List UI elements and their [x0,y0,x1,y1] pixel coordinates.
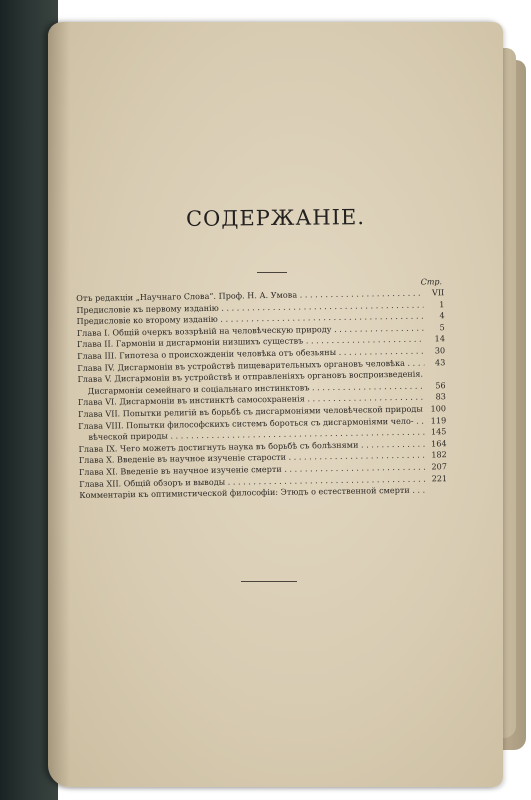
toc-entry-page: 164 [431,437,447,449]
toc-entry-page: 221 [431,472,448,483]
toc-entry-page: 43 [434,356,446,367]
toc-entry-text: Глава V. Дисгармоніи въ устройствѣ и отправленіяхъ органовъ воспроизведенія. . . . [77,369,424,386]
toc-entry-text: Глава II. Гармоніи и дисгармоніи низшихъ существъ . . . [77,334,424,351]
toc-entry-text: Глава VI. Дисгармоніи въ инстинктѣ самосохраненія . . . [78,392,425,409]
toc-entry-page: 100 [430,403,447,414]
toc-entry-text: Отъ редакціи „Научнаго Слова“. Проф. Н. А. Умова . . . [76,288,423,305]
toc-entry-text: Комментаріи къ оптимистической философіи: Этюдъ о естественной смерти . . . [79,485,426,502]
page-gutter-shadow [48,22,70,787]
toc-entry-text: Глава IX. Чего можетъ достигнуть наука въ борьбѣ съ болѣзнями . . . [79,438,426,455]
toc-entry-page: 145 [430,426,447,437]
toc-entry-page: 14 [434,333,446,344]
toc-entry-page: VII [431,287,445,298]
closing-divider [241,581,297,582]
book-page [48,22,503,787]
toc-entry-page: 4 [439,310,445,321]
toc-entry-text: Глава XI. Введеніе въ научное изученіе смерти . . . [79,461,426,478]
toc-entry-text: Предисловіе ко второму изданію . . . [77,311,424,328]
toc-entry-text: Глава IV. Дисгармоніи въ устройствѣ пищеварительныхъ органовъ человѣка . . . [77,357,424,374]
toc-entry-text: Предисловіе къ первому изданію . . . [76,299,423,316]
table-of-contents [76,276,447,501]
page-title: СОДЕРЖАНІЕ. [185,205,366,231]
toc-entry-page: 30 [434,345,446,356]
toc-entry-continuation-text: Дисгармоніи семейнаго и соціальнаго инстинктовъ . . . [78,380,425,397]
toc-entry-text: Глава VIII. Попытки философскихъ системъ бороться съ дисгармоніями чело- . . . [78,415,425,432]
toc-entry-text: Глава I. Общій очеркъ воззрѣній на человѣческую природу . . . [77,322,424,339]
toc-entry-page: 207 [431,461,448,472]
toc-entry-continuation-text: вѣческой природы . . . [78,427,425,444]
toc-entry-text: Глава VII. Попытки религій въ борьбѣ съ дисгармоніями человѣческой природы . . . [78,403,425,420]
toc-entry-page: 5 [439,321,445,333]
title-divider [257,272,287,273]
toc-entry-page: 1 [439,298,445,309]
page-column-header: Стр. [420,277,443,287]
toc-entry-text: Глава XII. Общій обзоръ и выводы . . . [79,473,426,490]
toc-entry-page: 119 [430,414,447,425]
toc-entry-page: 56 [435,379,446,391]
toc-entry-page: 83 [435,391,446,402]
toc-entry-page: 182 [431,449,447,460]
toc-entry-text: Глава III. Гипотеза о происхожденіи человѣка отъ обезьяны . . . [77,346,424,363]
toc-entry-text: Глава X. Введеніе въ научное изученіе старости . . . [79,450,426,467]
